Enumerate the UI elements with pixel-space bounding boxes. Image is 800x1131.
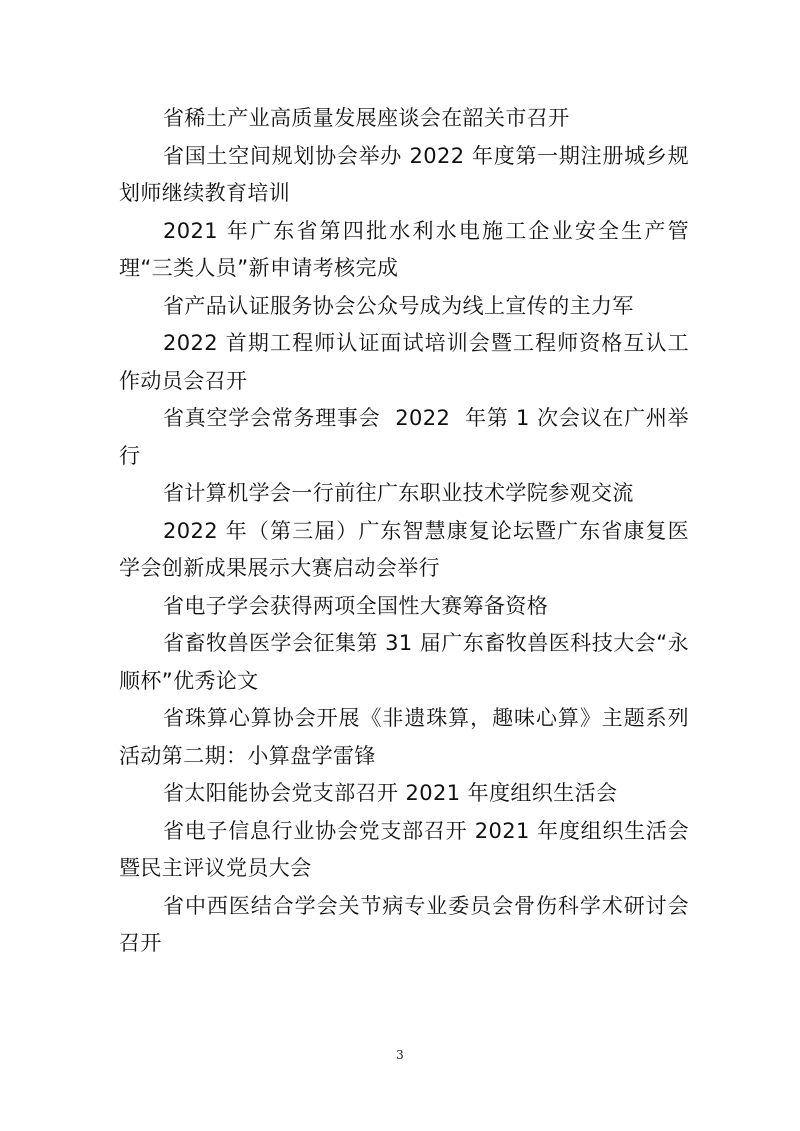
news-item-5: 2022 首期工程师认证面试培训会暨工程师资格互认工作动员会召开 (119, 331, 689, 393)
news-item-12: 省太阳能协会党支部召开 2021 年度组织生活会 (163, 781, 618, 805)
news-item-2: 省国土空间规划协会举办 2022 年度第一期注册城乡规划师继续教育培训 (119, 143, 689, 205)
news-item-11: 省珠算心算协会开展《非遗珠算，趣味心算》主题系列活动第二期：小算盘学雷锋 (119, 706, 689, 768)
news-item-4: 省产品认证服务协会公众号成为线上宣传的主力军 (163, 293, 634, 318)
news-item-1: 省稀土产业高质量发展座谈会在韶关市召开 (163, 106, 570, 130)
news-item-list (119, 100, 689, 963)
news-item-14: 省中西医结合学会关节病专业委员会骨伤科学术研讨会召开 (119, 893, 689, 955)
news-item-7: 省计算机学会一行前往广东职业技术学院参观交流 (163, 481, 634, 505)
news-item-8: 2022 年（第三届）广东智慧康复论坛暨广东省康复医学会创新成果展示大赛启动会举行 (119, 518, 689, 580)
news-item-13: 省电子信息行业协会党支部召开 2021 年度组织生活会暨民主评议党员大会 (119, 818, 689, 880)
news-item-9: 省电子学会获得两项全国性大赛筹备资格 (163, 593, 549, 618)
news-item-6: 省真空学会常务理事会 2022 年第 1 次会议在广州举行 (119, 406, 689, 468)
page-number: 3 (396, 1048, 404, 1062)
news-item-10: 省畜牧兽医学会征集第 31 届广东畜牧兽医科技大会“永顺杯”优秀论文 (119, 631, 689, 693)
news-item-3: 2021 年广东省第四批水利水电施工企业安全生产管理“三类人员”新申请考核完成 (119, 218, 689, 280)
